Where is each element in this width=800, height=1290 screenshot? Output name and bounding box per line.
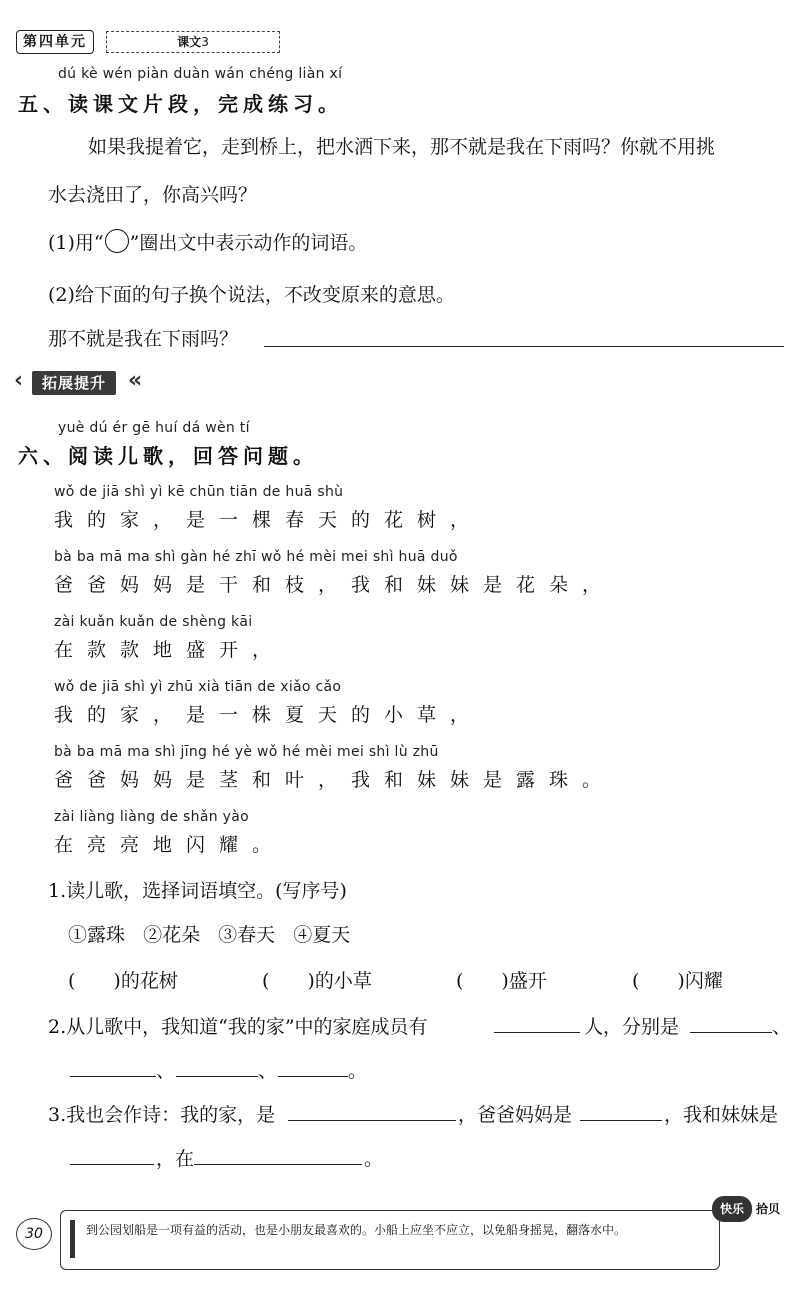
sec6-q2-end: 。 xyxy=(348,1060,368,1082)
sec5-pinyin: dú kè wén piàn duàn wán chéng liàn xí xyxy=(58,66,343,82)
sec5-q1-suffix: ”圈出文中表示动作的词语。 xyxy=(129,232,368,254)
sec6-q2-a: 2.从儿歌中，我知道“我的家”中的家庭成员有 xyxy=(48,1016,428,1038)
sec5-q1-prefix: (1)用“ xyxy=(48,232,104,254)
lesson-label xyxy=(106,31,280,53)
sec6-q3-d: ，在 xyxy=(156,1148,195,1170)
fill-blank-2[interactable]: ( )的小草 xyxy=(262,970,372,992)
chevron-left-icon: ‹ xyxy=(14,368,24,393)
sec6-pinyin: yuè dú ér gē huí dá wèn tí xyxy=(58,420,250,436)
answer-line-poem-2[interactable] xyxy=(580,1120,662,1121)
poem-line: 我的家，是一棵春天的花树， xyxy=(54,509,484,531)
tip-box xyxy=(60,1210,720,1270)
sec5-passage-line2: 水去浇田了，你高兴吗？ xyxy=(48,184,258,206)
sec6-q1-options xyxy=(68,920,362,947)
fill-blank-1[interactable]: ( )的花树 xyxy=(68,970,178,992)
tip-bar-decoration xyxy=(70,1220,75,1258)
poem-line: 爸爸妈妈是干和枝，我和妹妹是花朵， xyxy=(54,574,616,596)
sec6-q3-b: ，爸爸妈妈是 xyxy=(458,1104,573,1126)
answer-line-count[interactable] xyxy=(494,1032,580,1033)
answer-line-member-1[interactable] xyxy=(690,1032,772,1033)
answer-line-member-4[interactable] xyxy=(278,1076,348,1077)
poem-line: 爸爸妈妈是茎和叶，我和妹妹是露珠。 xyxy=(54,769,616,791)
badge-side-label: 拾贝 xyxy=(756,1202,781,1216)
sec5-q2-sentence: 那不就是我在下雨吗？ xyxy=(48,328,239,350)
poem-pinyin: zài liàng liàng de shǎn yào xyxy=(54,809,249,825)
option-item: ①露珠 xyxy=(68,924,126,946)
answer-line-poem-4[interactable] xyxy=(194,1164,362,1165)
page-number: 30 xyxy=(16,1218,52,1250)
answer-line-poem-3[interactable] xyxy=(70,1164,154,1165)
poem-line: 在款款地盛开， xyxy=(54,639,286,661)
poem-line: 我的家，是一株夏天的小草， xyxy=(54,704,484,726)
answer-line-poem-1[interactable] xyxy=(288,1120,456,1121)
sec5-q1 xyxy=(48,228,367,255)
chevron-double-left-icon: « xyxy=(128,368,143,393)
sec5-passage-line1: 如果我提着它，走到桥上，把水洒下来，那不就是我在下雨吗？你就不用挑 xyxy=(88,136,716,158)
lesson-label-text: 课文 xyxy=(177,35,202,49)
circle-symbol-icon xyxy=(105,229,129,253)
tip-text: 到公园划船是一项有益的活动，也是小朋友最喜欢的。小船上应坐不应立，以免船身摇晃，翻落水中。 xyxy=(86,1223,627,1237)
poem-pinyin: wǒ de jiā shì yì kē chūn tiān de huā shù xyxy=(54,484,344,500)
answer-line-member-3[interactable] xyxy=(176,1076,258,1077)
sec6-title: 六、阅读儿歌，回答问题。 xyxy=(18,444,318,468)
sec6-q1: 1.读儿歌，选择词语填空。(写序号) xyxy=(48,880,347,902)
sec6-q2-sep: 、 xyxy=(156,1060,176,1082)
unit-label: 第四单元 xyxy=(16,30,94,54)
sec5-q2: (2)给下面的句子换个说法，不改变原来的意思。 xyxy=(48,284,455,306)
poem-pinyin: zài kuǎn kuǎn de shèng kāi xyxy=(54,614,253,630)
lesson-number: 3 xyxy=(201,35,209,49)
sec5-title: 五、读课文片段，完成练习。 xyxy=(18,92,343,116)
fill-blank-4[interactable]: ( )闪耀 xyxy=(632,970,723,992)
option-item: ③春天 xyxy=(218,924,276,946)
sec6-q2-b: 人，分别是 xyxy=(584,1016,680,1038)
sec6-q3-c: ，我和妹妹是 xyxy=(664,1104,779,1126)
sec6-q2-sep: 、 xyxy=(772,1016,792,1038)
sec6-q3-a: 3.我也会作诗：我的家，是 xyxy=(48,1104,276,1126)
answer-line-q2[interactable] xyxy=(264,346,784,347)
extension-banner: 拓展提升 xyxy=(32,371,116,395)
fill-blank-3[interactable]: ( )盛开 xyxy=(456,970,547,992)
answer-line-member-2[interactable] xyxy=(70,1076,156,1077)
speech-bubble-icon: 快乐 xyxy=(712,1196,752,1222)
sec6-q3-end: 。 xyxy=(364,1148,384,1170)
poem-pinyin: bà ba mā ma shì jīng hé yè wǒ hé mèi mei shì lù zhū xyxy=(54,744,439,760)
poem-pinyin: wǒ de jiā shì yì zhū xià tiān de xiǎo cǎo xyxy=(54,679,342,695)
poem-pinyin: bà ba mā ma shì gàn hé zhī wǒ hé mèi mei shì huā duǒ xyxy=(54,549,458,565)
sec6-q2-sep: 、 xyxy=(258,1060,278,1082)
option-item: ④夏天 xyxy=(293,924,351,946)
poem-line: 在亮亮地闪耀。 xyxy=(54,834,286,856)
option-item: ②花朵 xyxy=(143,924,201,946)
